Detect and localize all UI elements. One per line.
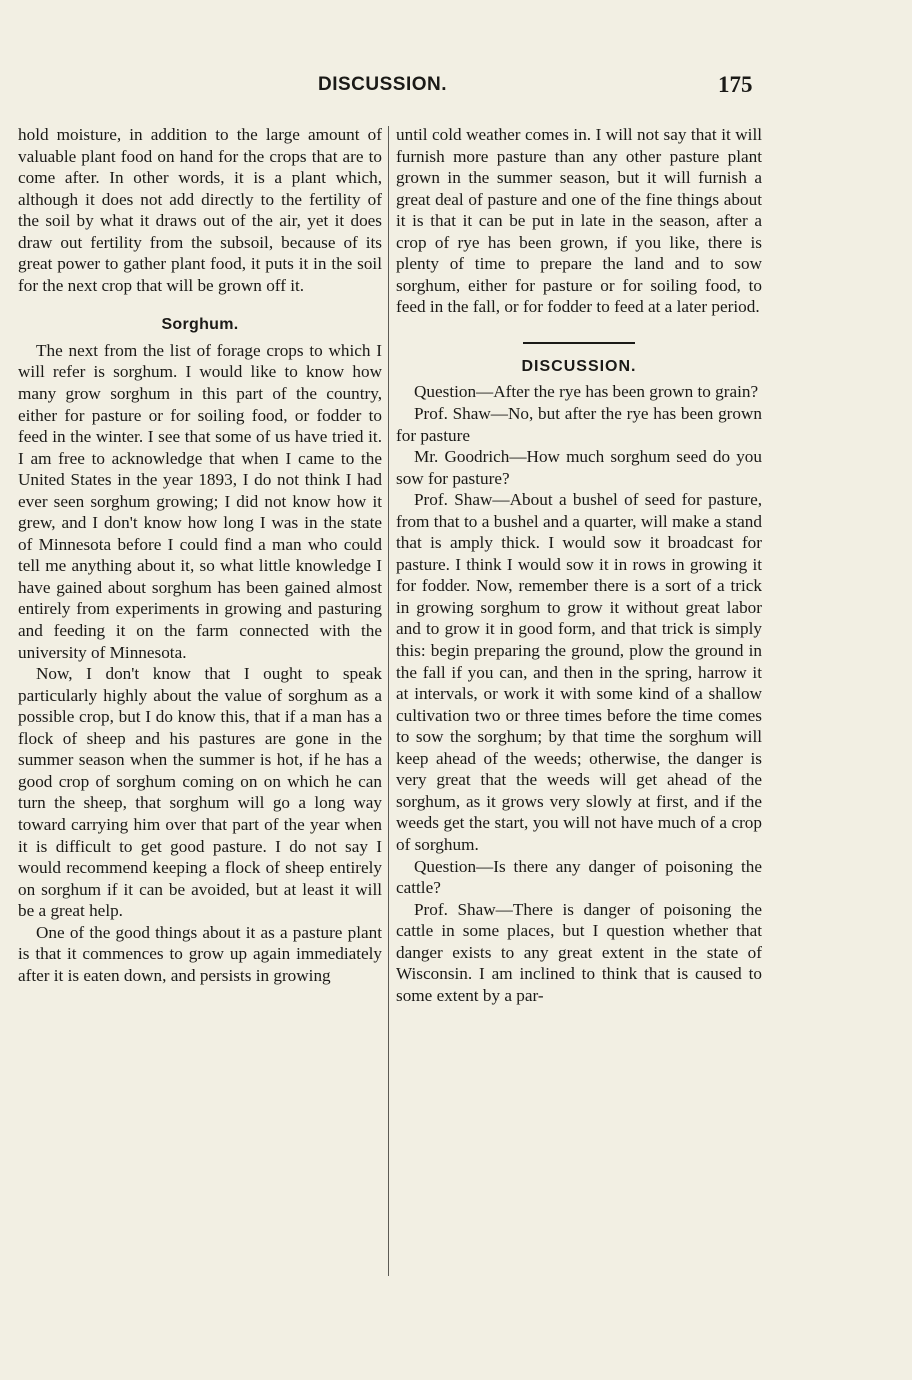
paragraph: The next from the list of forage crops to which I will refer is sorghum. I would like to know how many grow sorghum in this part of the country, either for pasture or for soiling food, or fodder to feed in the winter. I see that some of us have tried it. I am free to acknowledge that when I came to the United States in the year 1893, I do not think I had ever seen sorghum growing; I did not know how it grew, and I don't know how long I was in the state of Minnesota before I could find a man who could tell me anything about it, so what little knowledge I have gained about sorghum has been gained almost entirely from experiments in growing and pasturing and feeding it on the farm connected with the university of Minnesota. (18, 340, 382, 662)
paragraph: hold moisture, in addition to the large amount of valuable plant food on hand for the crops that are to come after. In other words, it is a plant which, although it does not add directly to the fertility of the soil by what it draws out of the air, yet it does draw out fertility from the subsoil, because of its great power to gather plant food, it puts it in the soil for the next crop that will be grown off it. (18, 125, 382, 295)
right-column (396, 124, 762, 1006)
page-number: 175 (718, 72, 753, 97)
running-head-title: DISCUSSION. (318, 74, 448, 95)
paragraph: Question—After the rye has been grown to grain? (414, 382, 759, 402)
running-head (0, 72, 912, 102)
column-divider (388, 126, 389, 1276)
section-rule (523, 342, 635, 344)
paragraph: Now, I don't know that I ought to speak particularly highly about the value of sorghum as a possible crop, but I do know this, that if a man has a flock of sheep and his pastures are gone in the summer season when the summer is hot, if he has a good crop of sorghum coming on on which he can turn the sheep, that sorghum will go a long way toward carrying him over that part of the year when it is difficult to get good pasture. I do not say I would recommend keeping a flock of sheep entirely on sorghum if it can be avoided, but at least it will be a great help. (18, 664, 382, 921)
paragraph: Prof. Shaw—No, but after the rye has been grown for pasture (396, 404, 762, 445)
left-column (18, 124, 382, 986)
section-heading-discussion: DISCUSSION. (521, 357, 637, 375)
paragraph: Question—Is there any danger of poisoning the cattle? (396, 856, 762, 898)
paragraph: One of the good things about it as a pasture plant is that it commences to grow up again immediately after it is eaten down, and persists in growing (18, 922, 382, 985)
section-heading-sorghum: Sorghum. (161, 316, 239, 334)
paragraph: Prof. Shaw—About a bushel of seed for pasture, from that to a bushel and a quarter, will make a stand that is amply thick. I would sow it broadcast for pasture. I think I would sow it in rows in growing it for fodder. Now, remember there is a sort of a trick in growing sorghum to grow it without great labor and to grow it in good form, and that trick is simply this: begin preparing the ground, plow the ground in the fall if you can, and then in the spring, harrow it at intervals, or work it with some kind of a shallow cultivation two or three times before the time comes to sow the sorghum; by that time the sorghum will keep ahead of the weeds; otherwise, the danger is very great that the weeds will get ahead of the sorghum, as it grows very slowly at first, and if the weeds get the start, you will not have much of a crop of sorghum. (396, 490, 762, 854)
paragraph: until cold weather comes in. I will not say that it will furnish more pasture than any other pasture plant grown in the summer season, but it will furnish a great deal of pasture and one of the fine things about it is that it can be put in late in the season, after a crop of rye has been grown, if you like, there is plenty of time to prepare the land and to sow sorghum, either for pasture or for soiling food, to feed in the fall, or for fodder to feed at a later period. (396, 125, 762, 317)
paragraph: Mr. Goodrich—How much sorghum seed do you sow for pasture? (396, 447, 762, 488)
paragraph: Prof. Shaw—There is danger of poisoning the cattle in some places, but I question whether that danger exists to any great extent in the state of Wisconsin. I am inclined to think that is caused to some extent by a par- (396, 899, 762, 1005)
